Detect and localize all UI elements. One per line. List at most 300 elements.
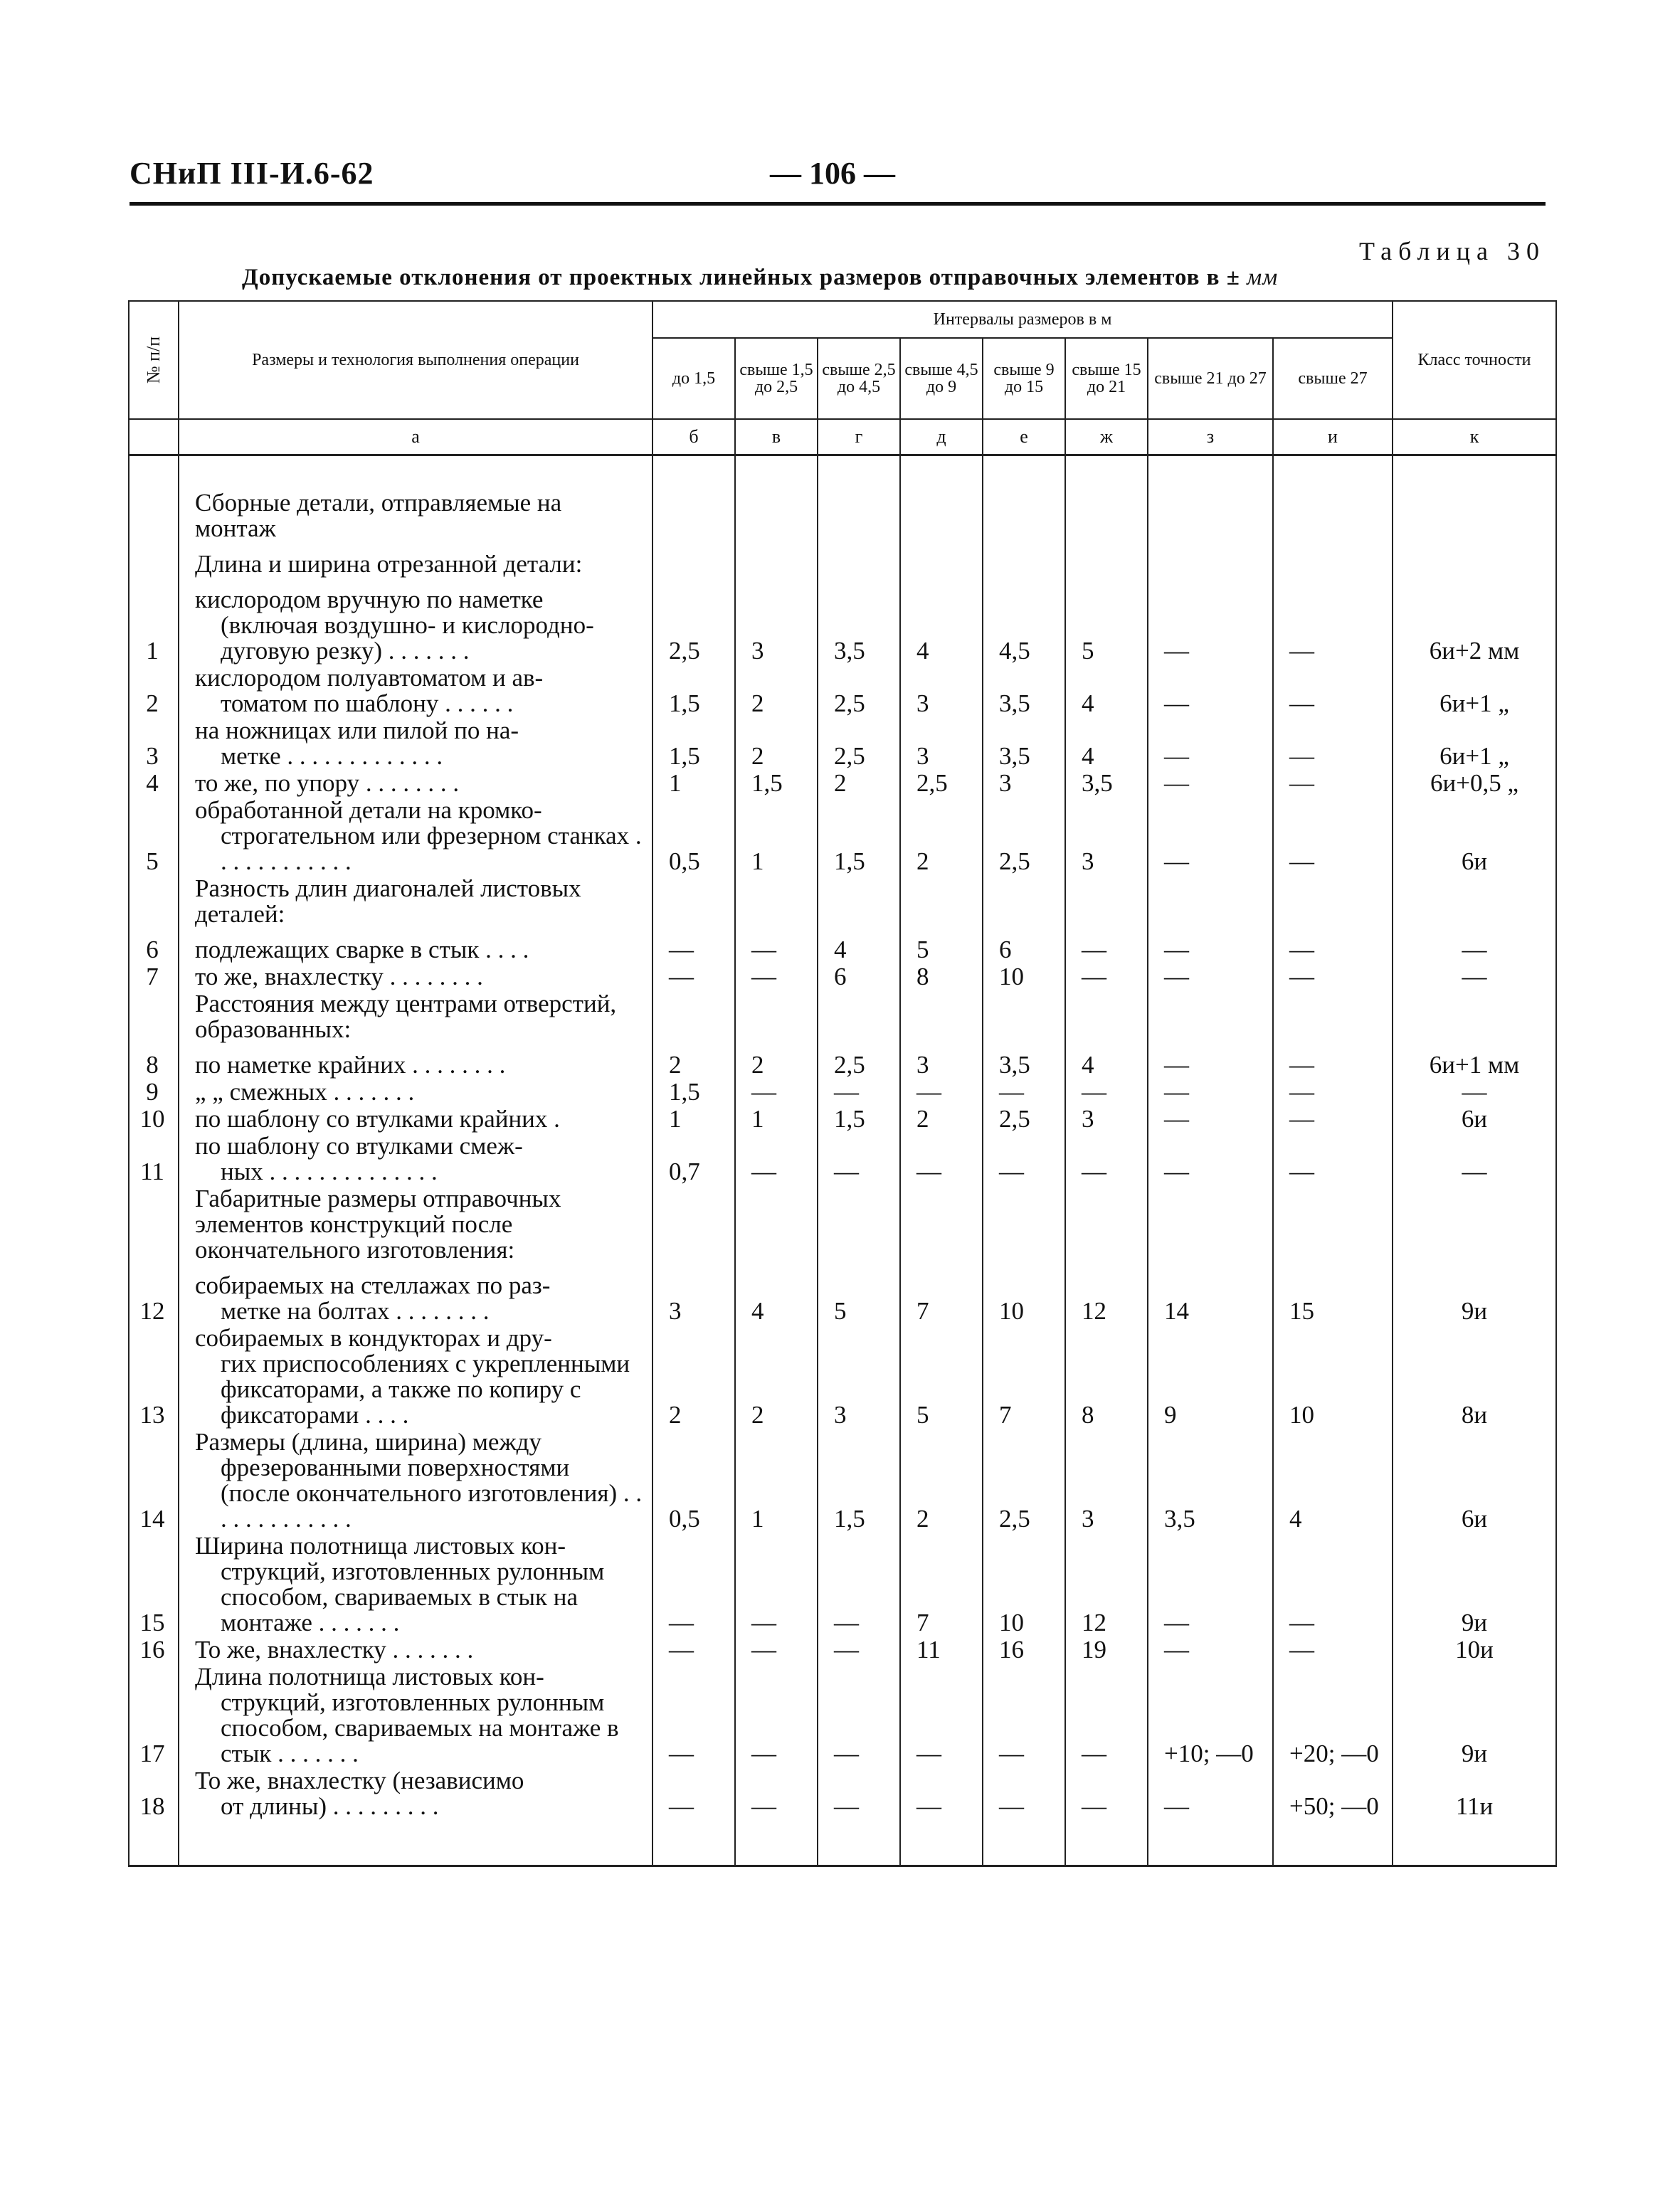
value-cell: 2 <box>735 1052 818 1079</box>
class-cell: 6и <box>1393 1106 1556 1133</box>
value-cell: 3,5 <box>983 718 1065 771</box>
range-header: свыше 4,5 до 9 <box>900 338 983 419</box>
table-row <box>129 1079 1556 1106</box>
value-cell: 2,5 <box>653 587 735 665</box>
value-cell: 4 <box>735 1273 818 1326</box>
empty-cell <box>1393 1186 1556 1273</box>
empty-cell <box>900 1821 983 1866</box>
group-heading: Разность длин диагоналей листовых деталей: <box>179 876 653 937</box>
col-class-header: Класс точности <box>1393 301 1556 419</box>
row-description-first-line: Размеры (длина, ширина) между <box>195 1428 541 1456</box>
value-cell: — <box>1148 771 1273 798</box>
empty-cell <box>129 1186 179 1273</box>
value-cell: — <box>1273 937 1393 964</box>
range-header: свыше 15 до 21 <box>1065 338 1148 419</box>
table-row <box>129 1533 1556 1637</box>
row-description-first-line: кислородом полуавтоматом и ав- <box>195 664 544 692</box>
value-cell: 3,5 <box>1148 1429 1273 1533</box>
value-cell: 4 <box>900 587 983 665</box>
value-cell: — <box>1148 1533 1273 1637</box>
value-cell: 7 <box>983 1326 1065 1429</box>
empty-cell <box>1273 876 1393 937</box>
empty-cell <box>653 876 735 937</box>
empty-cell <box>1273 1821 1393 1866</box>
empty-cell <box>1148 991 1273 1052</box>
col-desc-header: Размеры и технология выполнения операции <box>179 301 653 419</box>
value-cell: — <box>653 1637 735 1664</box>
value-cell: 2 <box>653 1052 735 1079</box>
letter-cell: з <box>1148 419 1273 455</box>
row-number: 13 <box>129 1326 179 1429</box>
value-cell: — <box>1148 937 1273 964</box>
value-cell: 5 <box>900 1326 983 1429</box>
value-cell: — <box>1065 1664 1148 1768</box>
document-code: СНиП III-И.6-62 <box>130 156 374 191</box>
empty-cell <box>900 1186 983 1273</box>
empty-cell <box>983 991 1065 1052</box>
value-cell: 0,5 <box>653 798 735 876</box>
empty-cell <box>129 490 179 551</box>
row-description-continuation: от длины) . . . . . . . . . <box>221 1792 439 1820</box>
row-number: 6 <box>129 937 179 964</box>
page-number: — 106 — <box>770 156 895 191</box>
letter-cell: е <box>983 419 1065 455</box>
row-description <box>179 798 653 876</box>
value-cell: — <box>735 1079 818 1106</box>
row-description-continuation: струкций, изготовленных рулонным способом, свариваемых на монтаже в стык . . . . . . . <box>221 1688 619 1767</box>
value-cell: 2,5 <box>983 798 1065 876</box>
empty-cell <box>1148 1821 1273 1866</box>
letter-cell <box>129 419 179 455</box>
empty-cell <box>653 455 735 491</box>
value-cell: 4 <box>1065 1052 1148 1079</box>
row-description-first-line: „ „ смежных . . . . . . . <box>195 1078 415 1106</box>
col-num-header: № п/п <box>129 301 179 419</box>
row-description-first-line: по наметке крайних . . . . . . . . <box>195 1051 506 1079</box>
empty-cell <box>818 551 900 587</box>
row-number: 4 <box>129 771 179 798</box>
value-cell: — <box>818 1079 900 1106</box>
value-cell: 3,5 <box>818 587 900 665</box>
empty-cell <box>900 876 983 937</box>
class-cell: — <box>1393 937 1556 964</box>
value-cell: 1,5 <box>818 798 900 876</box>
row-description <box>179 1079 653 1106</box>
row-description-continuation: томатом по шаблону . . . . . . <box>221 689 514 717</box>
empty-cell <box>1393 490 1556 551</box>
value-cell: — <box>1148 1106 1273 1133</box>
value-cell: — <box>653 937 735 964</box>
letter-cell: в <box>735 419 818 455</box>
row-number: 5 <box>129 798 179 876</box>
value-cell: — <box>1148 798 1273 876</box>
row-number: 15 <box>129 1533 179 1637</box>
empty-cell <box>735 551 818 587</box>
class-cell: 8и <box>1393 1326 1556 1429</box>
empty-cell <box>818 490 900 551</box>
empty-cell <box>818 1186 900 1273</box>
group-row <box>129 490 1556 551</box>
value-cell: — <box>1273 1533 1393 1637</box>
value-cell: 1 <box>735 798 818 876</box>
row-description-first-line: собираемых на стеллажах по раз- <box>195 1271 551 1299</box>
spacer-row <box>129 455 1556 491</box>
class-cell: 9и <box>1393 1664 1556 1768</box>
group-row <box>129 1186 1556 1273</box>
class-cell: 9и <box>1393 1273 1556 1326</box>
row-number: 18 <box>129 1768 179 1821</box>
range-header: свыше 1,5 до 2,5 <box>735 338 818 419</box>
table-row <box>129 1768 1556 1821</box>
value-cell: 15 <box>1273 1273 1393 1326</box>
row-description <box>179 1106 653 1133</box>
row-description-first-line: по шаблону со втулками смеж- <box>195 1132 523 1160</box>
range-header: свыше 27 <box>1273 338 1393 419</box>
range-header: свыше 21 до 27 <box>1148 338 1273 419</box>
empty-cell <box>900 490 983 551</box>
value-cell: — <box>1273 1133 1393 1186</box>
value-cell: 19 <box>1065 1637 1148 1664</box>
row-description <box>179 1052 653 1079</box>
value-cell: — <box>818 1533 900 1637</box>
group-row <box>129 991 1556 1052</box>
class-cell: 10и <box>1393 1637 1556 1664</box>
value-cell: — <box>1273 665 1393 718</box>
row-description-continuation: гих приспособлениях с укрепленными фиксаторами, а также по копиру с фиксаторами . . . . <box>221 1350 630 1429</box>
value-cell: 1 <box>735 1106 818 1133</box>
row-description-continuation: строгательном или фрезерном станках . . . . . . . . . . . . <box>221 822 642 875</box>
empty-cell <box>653 991 735 1052</box>
table-row <box>129 1637 1556 1664</box>
row-description-first-line: то же, внахлестку . . . . . . . . <box>195 963 483 990</box>
class-cell: — <box>1393 964 1556 991</box>
row-description <box>179 1326 653 1429</box>
value-cell: 3 <box>983 771 1065 798</box>
value-cell: — <box>1273 1052 1393 1079</box>
value-cell: 7 <box>900 1533 983 1637</box>
value-cell: 2 <box>900 1106 983 1133</box>
row-description-first-line: подлежащих сварке в стык . . . . <box>195 936 529 963</box>
class-cell: 6и+1 мм <box>1393 1052 1556 1079</box>
value-cell: 3 <box>900 718 983 771</box>
value-cell: — <box>735 964 818 991</box>
value-cell: — <box>900 1079 983 1106</box>
row-number: 7 <box>129 964 179 991</box>
empty-cell <box>735 876 818 937</box>
row-description-continuation: ных . . . . . . . . . . . . . . <box>221 1158 438 1185</box>
class-cell: 6и <box>1393 1429 1556 1533</box>
value-cell: 1,5 <box>653 665 735 718</box>
table-row <box>129 1326 1556 1429</box>
empty-cell <box>818 991 900 1052</box>
empty-cell <box>653 551 735 587</box>
empty-cell <box>1148 455 1273 491</box>
value-cell: 3 <box>735 587 818 665</box>
value-cell: — <box>1273 771 1393 798</box>
value-cell: 3 <box>900 665 983 718</box>
value-cell: — <box>735 1768 818 1821</box>
empty-cell <box>1393 1821 1556 1866</box>
empty-cell <box>1273 1186 1393 1273</box>
value-cell: — <box>653 964 735 991</box>
row-description-first-line: то же, по упору . . . . . . . . <box>195 769 460 797</box>
row-description <box>179 937 653 964</box>
letter-cell: а <box>179 419 653 455</box>
value-cell: — <box>735 1533 818 1637</box>
value-cell: +10; —0 <box>1148 1664 1273 1768</box>
row-number: 1 <box>129 587 179 665</box>
group-heading: Расстояния между центрами отверстий, образованных: <box>179 991 653 1052</box>
empty-cell <box>1393 455 1556 491</box>
empty-cell <box>735 490 818 551</box>
empty-cell <box>653 490 735 551</box>
letter-cell: д <box>900 419 983 455</box>
empty-cell <box>653 1821 735 1866</box>
empty-cell <box>1065 490 1148 551</box>
empty-cell <box>1065 1821 1148 1866</box>
empty-cell <box>900 991 983 1052</box>
row-number: 11 <box>129 1133 179 1186</box>
tolerance-table <box>128 300 1557 1867</box>
empty-cell <box>1148 876 1273 937</box>
range-header: свыше 9 до 15 <box>983 338 1065 419</box>
page-header <box>130 155 1546 205</box>
value-cell: 12 <box>1065 1273 1148 1326</box>
empty-cell <box>735 1186 818 1273</box>
value-cell: — <box>735 1133 818 1186</box>
empty-cell <box>129 1821 179 1866</box>
value-cell: 1,5 <box>735 771 818 798</box>
table-label: Таблица 30 <box>1359 237 1546 265</box>
empty-cell <box>900 551 983 587</box>
table-caption <box>242 265 1278 291</box>
empty-cell <box>983 490 1065 551</box>
empty-cell <box>653 1186 735 1273</box>
value-cell: — <box>1273 1106 1393 1133</box>
value-cell: — <box>818 1637 900 1664</box>
value-cell: — <box>1065 1133 1148 1186</box>
value-cell: 5 <box>818 1273 900 1326</box>
row-description <box>179 718 653 771</box>
empty-cell <box>1393 876 1556 937</box>
group-heading: Сборные детали, отправляемые на монтаж <box>179 490 653 551</box>
value-cell: 1,5 <box>818 1106 900 1133</box>
value-cell: 3,5 <box>983 665 1065 718</box>
value-cell: 1,5 <box>653 1079 735 1106</box>
value-cell: 10 <box>983 1533 1065 1637</box>
table-body <box>129 455 1556 1866</box>
value-cell: 2,5 <box>818 718 900 771</box>
row-number: 2 <box>129 665 179 718</box>
row-number: 10 <box>129 1106 179 1133</box>
row-description <box>179 1133 653 1186</box>
table-row <box>129 1429 1556 1533</box>
value-cell: 7 <box>900 1273 983 1326</box>
row-description-first-line: обработанной детали на кромко- <box>195 796 542 824</box>
empty-cell <box>1148 490 1273 551</box>
group-heading: Длина и ширина отрезанной детали: <box>179 551 653 587</box>
value-cell: — <box>983 1664 1065 1768</box>
value-cell: 4 <box>1273 1429 1393 1533</box>
row-description-continuation: (включая воздушно- и кислородно-дуговую резку) . . . . . . . <box>221 611 594 665</box>
value-cell: — <box>1148 1052 1273 1079</box>
row-description-continuation: фрезерованными поверхностями (после окончательного изготовления) . . . . . . . . . . . . . <box>221 1454 643 1533</box>
value-cell: — <box>653 1533 735 1637</box>
value-cell: — <box>1148 718 1273 771</box>
row-description-continuation: струкций, изготовленных рулонным способом, свариваемых в стык на монтаже . . . . . . . <box>221 1557 605 1636</box>
value-cell: +20; —0 <box>1273 1664 1393 1768</box>
value-cell: 10 <box>1273 1326 1393 1429</box>
class-cell: 6и+0,5 „ <box>1393 771 1556 798</box>
table-row <box>129 964 1556 991</box>
empty-cell <box>735 1821 818 1866</box>
empty-cell <box>1273 551 1393 587</box>
empty-cell <box>1148 1186 1273 1273</box>
row-number: 3 <box>129 718 179 771</box>
row-description-continuation: метке . . . . . . . . . . . . . <box>221 742 443 770</box>
value-cell: — <box>1273 798 1393 876</box>
row-description-first-line: кислородом вручную по наметке <box>195 586 544 613</box>
row-description <box>179 1429 653 1533</box>
value-cell: 4 <box>818 937 900 964</box>
value-cell: — <box>900 1664 983 1768</box>
row-description-first-line: собираемых в кондукторах и дру- <box>195 1324 552 1352</box>
row-description <box>179 665 653 718</box>
empty-cell <box>129 991 179 1052</box>
table-row <box>129 1133 1556 1186</box>
value-cell: 2 <box>653 1326 735 1429</box>
value-cell: — <box>1148 1768 1273 1821</box>
value-cell: 1 <box>653 771 735 798</box>
value-cell: 6 <box>983 937 1065 964</box>
value-cell: 2,5 <box>818 665 900 718</box>
empty-cell <box>129 876 179 937</box>
row-number: 9 <box>129 1079 179 1106</box>
value-cell: — <box>900 1133 983 1186</box>
value-cell: 2,5 <box>818 1052 900 1079</box>
value-cell: 2 <box>735 1326 818 1429</box>
value-cell: — <box>1148 1079 1273 1106</box>
value-cell: 3 <box>1065 798 1148 876</box>
row-description <box>179 964 653 991</box>
row-number: 16 <box>129 1637 179 1664</box>
range-header: до 1,5 <box>653 338 735 419</box>
row-description <box>179 1664 653 1768</box>
row-description <box>179 1273 653 1326</box>
row-description-continuation: метке на болтах . . . . . . . . <box>221 1297 490 1325</box>
value-cell: 1,5 <box>818 1429 900 1533</box>
value-cell: — <box>1148 1637 1273 1664</box>
value-cell: — <box>653 1664 735 1768</box>
value-cell: 9 <box>1148 1326 1273 1429</box>
empty-cell <box>1065 1186 1148 1273</box>
row-number: 12 <box>129 1273 179 1326</box>
empty-cell <box>1393 551 1556 587</box>
value-cell: — <box>1273 718 1393 771</box>
class-cell: 6и+1 „ <box>1393 718 1556 771</box>
value-cell: 3 <box>1065 1106 1148 1133</box>
value-cell: 2 <box>735 718 818 771</box>
class-cell: 6и+1 „ <box>1393 665 1556 718</box>
letter-cell: ж <box>1065 419 1148 455</box>
empty-cell <box>129 551 179 587</box>
value-cell: — <box>983 1768 1065 1821</box>
value-cell: — <box>900 1768 983 1821</box>
empty-cell <box>818 876 900 937</box>
table-row <box>129 1664 1556 1768</box>
table-row <box>129 1052 1556 1079</box>
value-cell: — <box>1065 964 1148 991</box>
empty-cell <box>735 455 818 491</box>
value-cell: 5 <box>900 937 983 964</box>
value-cell: 8 <box>1065 1326 1148 1429</box>
value-cell: — <box>1273 964 1393 991</box>
value-cell: 2 <box>818 771 900 798</box>
row-description-first-line: по шаблону со втулками крайних . <box>195 1105 560 1133</box>
row-description-first-line: То же, внахлестку . . . . . . . <box>195 1636 474 1663</box>
value-cell: — <box>818 1768 900 1821</box>
group-row <box>129 551 1556 587</box>
empty-cell <box>818 1821 900 1866</box>
empty-cell <box>179 455 653 491</box>
value-cell: — <box>1273 1079 1393 1106</box>
empty-cell <box>1065 551 1148 587</box>
letter-cell: г <box>818 419 900 455</box>
empty-cell <box>818 455 900 491</box>
row-description <box>179 1768 653 1821</box>
value-cell: — <box>1065 1079 1148 1106</box>
value-cell: 2,5 <box>983 1106 1065 1133</box>
value-cell: 16 <box>983 1637 1065 1664</box>
class-cell: — <box>1393 1133 1556 1186</box>
value-cell: — <box>983 1133 1065 1186</box>
value-cell: — <box>1148 665 1273 718</box>
value-cell: — <box>1148 1133 1273 1186</box>
value-cell: 4 <box>1065 718 1148 771</box>
value-cell: 1 <box>653 1106 735 1133</box>
value-cell: 3 <box>653 1273 735 1326</box>
value-cell: 2,5 <box>900 771 983 798</box>
class-cell: 9и <box>1393 1533 1556 1637</box>
group-row <box>129 876 1556 937</box>
value-cell: — <box>1065 937 1148 964</box>
empty-cell <box>1273 490 1393 551</box>
table-row <box>129 718 1556 771</box>
column-letters-row <box>129 419 1556 455</box>
value-cell: — <box>818 1133 900 1186</box>
row-description-first-line: Ширина полотнища листовых кон- <box>195 1532 566 1560</box>
empty-cell <box>983 455 1065 491</box>
row-description-first-line: Длина полотнища листовых кон- <box>195 1663 544 1691</box>
value-cell: 4,5 <box>983 587 1065 665</box>
value-cell: — <box>1148 587 1273 665</box>
value-cell: 3 <box>818 1326 900 1429</box>
class-cell: 6и <box>1393 798 1556 876</box>
empty-cell <box>983 1821 1065 1866</box>
table-row <box>129 798 1556 876</box>
value-cell: 2 <box>900 1429 983 1533</box>
value-cell: 2,5 <box>983 1429 1065 1533</box>
value-cell: 4 <box>1065 665 1148 718</box>
value-cell: 2 <box>900 798 983 876</box>
empty-cell <box>983 876 1065 937</box>
table-row <box>129 771 1556 798</box>
value-cell: +50; —0 <box>1273 1768 1393 1821</box>
table-row <box>129 937 1556 964</box>
value-cell: 10 <box>983 964 1065 991</box>
value-cell: 8 <box>900 964 983 991</box>
range-header: свыше 2,5 до 4,5 <box>818 338 900 419</box>
